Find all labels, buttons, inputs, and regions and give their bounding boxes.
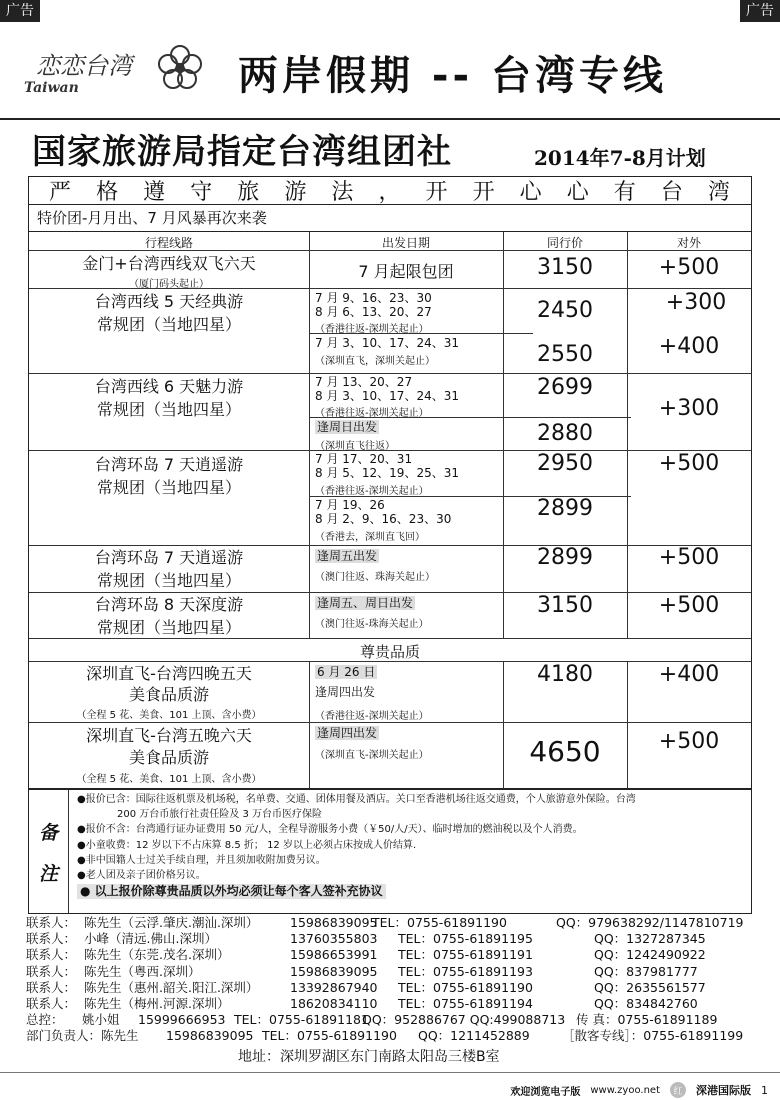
departure-date: 7 月 3、10、17、24、31 [315,336,459,350]
slogan-char: 遵 [143,180,167,205]
slogan-char: 心 [519,180,543,205]
contact-name: 陈先生（梅州.河源.深圳） [84,995,230,1011]
notes-label-char: 备 [38,821,58,844]
table-rule [29,638,751,639]
dept-row [26,1028,756,1044]
peer-price: 3150 [537,593,593,618]
dept-mobile: 15986839095 [166,1028,254,1044]
retail-markup: +500 [658,545,720,570]
contact-mobile: 18620834110 [290,995,378,1011]
route-type: 常规团（当地四星） [96,315,241,334]
footer-site-link[interactable]: www.zyoo.net [590,1084,660,1096]
retail-markup: +400 [658,662,720,687]
column-header: 行程线路 [144,236,193,250]
route-note: （全程 5 花、美食、101 上顶、含小费） [76,710,262,721]
slogan-char: 心 [566,180,590,205]
column-header: 对外 [676,236,701,250]
contact-row [26,980,756,996]
dept-qq: QQ：1211452889 [418,1028,530,1044]
contact-tel: TEL：0755-61891193 [398,963,533,979]
departure-date: 7 月 13、20、27 [315,375,413,389]
note-item: ●小童收费：12 岁以下不占床算 8.5 折； 12 岁以上必须占床按成人价结算. [77,839,417,851]
date-note: （澳门往返-珠海关起止） [315,619,429,630]
route-name: 金门+台湾西线双飞六天 [82,254,256,273]
contact-name: 陈先生（粤西.深圳） [84,963,201,979]
departure-date [315,420,379,434]
dept-tel: TEL：0755-61891190 [262,1028,397,1044]
agency-title: 国家旅游局指定台湾组团社 [32,132,452,172]
slogan-char: 法 [331,180,355,205]
departure-date: 逢周四出发 [315,685,376,699]
table-rule [627,232,628,638]
peer-price: 4650 [529,735,601,768]
contact-qq: QQ：1242490922 [594,947,706,963]
route-type: 常规团（当地四星） [96,478,241,497]
special-offer-line: 特价团-月月出、7 月风暴再次来袭 [28,204,752,231]
contact-row [26,931,756,947]
highlighted-date: 逢周四出发 [317,726,378,740]
dept-label: 部门负责人：陈先生 [26,1028,139,1044]
contact-mobile: 15986653991 [290,947,378,963]
departure-date: 7 月 17、20、31 [315,452,413,466]
contact-row [26,947,756,963]
column-header: 同行价 [546,236,583,250]
plum-blossom-icon [156,44,204,92]
red-badge-icon: 红 [670,1082,686,1098]
contact-row [26,964,756,980]
peer-price: 2450 [537,298,593,323]
route-type: 常规团（当地四星） [96,618,241,637]
contact-qq: QQ：1327287345 [594,931,706,947]
footer-welcome: 欢迎浏览电子版 [510,1086,581,1098]
page-number: 1 [761,1083,768,1097]
title-divider [0,118,780,120]
date-note: （深圳直飞，深圳关起止） [315,356,435,367]
ad-tag-left: 广告 [0,0,40,22]
table-rule [309,232,310,638]
contact-mobile: 15986839095 [290,963,378,979]
date-note: （香港往返-深圳关起止） [315,324,429,335]
peer-price: 2550 [537,342,593,367]
contact-qq: QQ：834842760 [594,995,698,1011]
route-type: 常规团（当地四星） [96,571,241,590]
peer-price: 2899 [537,545,593,570]
route-name: 台湾环岛 7 天逍遥游 [94,548,244,567]
director-qq: QQ：952886767 QQ:499088713 [362,1012,566,1028]
director-mobile: 15999666953 [138,1012,226,1028]
note-item: ●老人团及亲子团价格另议。 [77,870,206,882]
contact-label: 联系人： [26,995,77,1011]
logo-subtext: Taiwan [24,80,79,96]
slogan-char: 有 [613,180,637,205]
route-type: 美食品质游 [128,748,209,767]
plan-period: 2014年7-8月计划 [534,146,706,170]
retail-markup: +500 [658,729,720,754]
date-note: （香港往返-深圳关起止） [315,711,429,722]
route-name: 台湾环岛 8 天深度游 [94,595,244,614]
peer-price: 2899 [537,496,593,521]
route-type: 常规团（当地四星） [96,400,241,419]
route-type: 美食品质游 [128,685,209,704]
retail-markup: +300 [658,396,720,421]
contact-tel: TEL：0755-61891190 [372,915,507,930]
contact-name: 小峰（清远.佛山.深圳） [84,931,217,947]
departure-date [315,549,379,563]
taiwan-logo [18,42,198,104]
departure-date: 8 月 5、12、19、25、31 [315,466,459,480]
table-rule [29,373,751,374]
note-item: ●报价已含：国际往返机票及机场税，名单费、交通、团体用餐及酒店。关口至香港机场往返交通费，个人旅游意外保险。台湾 [77,794,636,805]
ad-tag-right: 广告 [740,0,780,22]
peer-price: 3150 [537,255,593,280]
retail-markup: +500 [658,593,720,618]
slogan-char: 游 [284,180,308,205]
peer-price: 2950 [537,451,593,476]
director-fax: 传 真：0755-61891189 [576,1012,718,1028]
route-name: 台湾环岛 7 天逍遥游 [94,455,244,474]
contact-row [26,915,756,931]
departure-date [315,726,379,740]
notes-box [28,789,752,914]
contact-name: 陈先生（东莞.茂名.深圳） [84,947,230,963]
agreement-note: ● 以上报价除尊贵品质以外均必须让每个客人签补充协议 [77,884,386,899]
price-table [28,231,752,789]
note-item: ●非中国籍人士过关手续自理，并且须加收附加费另议。 [77,854,326,866]
contact-mobile: 15986839095 [290,915,378,930]
retail-markup: +300 [665,290,727,315]
retail-markup: +500 [658,451,720,476]
contact-label: 联系人： [26,931,77,947]
slogan-char: 守 [190,180,214,205]
contact-qq: QQ：837981777 [594,963,698,979]
contact-tel: TEL：0755-61891195 [398,931,533,947]
highlighted-date: 逢周五出发 [317,549,378,563]
route-name: 台湾西线 6 天魅力游 [94,377,244,396]
dept-hotline: ［散客专线］：0755-61891199 [562,1028,744,1044]
contact-label: 联系人： [26,979,77,995]
slogan-char: 开 [425,180,449,205]
date-note: （深圳直飞往返） [315,441,395,452]
slogan-char: 台 [660,180,684,205]
departure-date: 7 月起限包团 [358,262,454,281]
premium-section-label: 尊贵品质 [359,643,420,661]
departure-date: 7 月 19、26 [315,498,385,512]
table-rule [309,661,310,790]
date-note: （香港去，深圳直飞回） [315,532,425,543]
date-note: （香港往返-深圳关起止） [315,486,429,497]
office-address: 地址：深圳罗湖区东门南路太阳岛三楼B室 [238,1049,500,1065]
departure-date: 8 月 2、9、16、23、30 [315,512,452,526]
director-row [26,1012,756,1028]
highlighted-date: 6 月 26 日 [317,665,376,679]
contact-name: 陈先生（云浮.肇庆.潮汕.深圳） [84,915,259,930]
director-label: 总控： [26,1012,64,1028]
departure-date [315,596,415,610]
date-note: （澳门往返、珠海关起止） [315,572,435,583]
contact-label: 联系人： [26,947,77,963]
slogan-char: ， [378,180,402,205]
contact-qq: QQ：979638292/1147810719 [556,915,744,930]
route-name: 深圳直飞-台湾五晚六天 [86,726,252,745]
notes-label-char: 注 [38,862,58,885]
route-note: （厦门码头起止） [129,279,209,290]
contact-tel: TEL：0755-61891191 [398,947,533,963]
contact-name: 陈先生（惠州.韶关.阳江.深圳） [84,979,259,995]
highlighted-date: 逢周日出发 [317,420,378,434]
notes-label [29,790,69,913]
contact-label: 联系人： [26,915,77,930]
footer-divider [0,1072,780,1073]
contact-row [26,996,756,1012]
note-item: ●报价不含：台湾通行证办证费用 50 元/人，全程导游服务小费（￥50/人/天）、临时增加的燃油税以及个人消费。 [77,824,583,836]
column-header: 出发日期 [381,236,430,250]
logo-text: 恋恋台湾 [36,52,132,80]
departure-date [315,665,377,679]
retail-markup: +400 [658,334,720,359]
slogan-char: 湾 [707,180,731,205]
peer-price: 2880 [537,421,593,446]
notes-text [77,792,747,900]
note-item: 200 万台币旅行社责任险及 3 万台币医疗保险 [117,809,322,821]
highlighted-date: 逢周五、周日出发 [317,596,414,610]
date-note: （深圳直飞-深圳关起止） [315,750,429,761]
slogan-char: 旅 [237,180,261,205]
main-title: 两岸假期 -- 台湾专线 [238,53,668,99]
footer-edition: 深港国际版 [696,1084,751,1097]
peer-price: 4180 [537,662,593,687]
contact-mobile: 13392867940 [290,979,378,995]
slogan-char: 格 [96,180,120,205]
contact-mobile: 13760355803 [290,931,378,947]
departure-date: 7 月 9、16、23、30 [315,291,432,305]
director-name: 姚小姐 [82,1012,120,1028]
slogan-char: 严 [49,180,73,205]
route-name: 深圳直飞-台湾四晚五天 [86,664,252,683]
slogan-bar [28,176,752,204]
contact-tel: TEL：0755-61891194 [398,995,533,1011]
contact-label: 联系人： [26,963,77,979]
departure-date: 8 月 6、13、20、27 [315,305,432,319]
director-tel: TEL：0755-61891181 [234,1012,369,1028]
route-name: 台湾西线 5 天经典游 [94,292,244,311]
retail-markup: +500 [658,255,720,280]
contact-list [26,915,756,1045]
slogan-char: 开 [472,180,496,205]
contact-qq: QQ：2635561577 [594,979,706,995]
page-footer [510,1082,768,1098]
route-note: （全程 5 花、美食、101 上顶、含小费） [76,774,262,785]
contact-tel: TEL：0755-61891190 [398,979,533,995]
date-note: （香港往返-深圳关起止） [315,408,429,419]
table-rule [29,722,751,723]
peer-price: 2699 [537,375,593,400]
departure-date: 8 月 3、10、17、24、31 [315,389,459,403]
